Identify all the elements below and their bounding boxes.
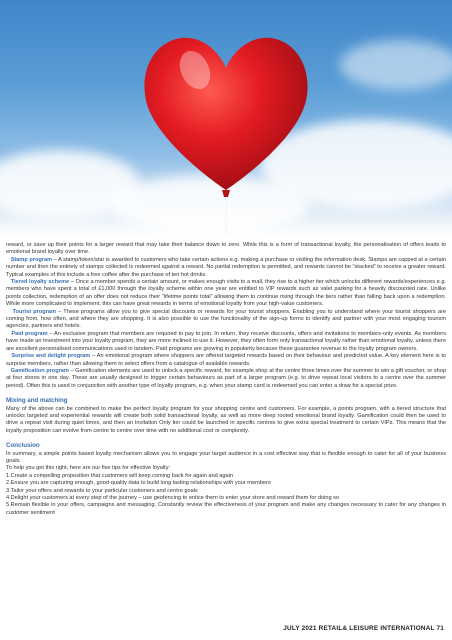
program-text: – Gamification elements are used to unlock a specific reward, for example shop at the centre three times over the summer to win a gift voucher, or shop at four stores in one day. These are usually designed to trigger certain behaviours as part of a larger program (e.g. to drive repeat local visitors to a centre over the summer period). Often this is used in conjunction with another type of loyalty program, e.g. when your stamp card is redeemed you can enter a draw for a special prize. bbox=[6, 367, 446, 389]
program-paragraph bbox=[6, 257, 446, 279]
program-text: – An exclusive program that members are required to pay to join. In return, they receive discounts, offers and invitations to members-only events. As members have made an investment into your loyalty program, they are more inclined to use it. However, they often form only transactional loyalty rather than emotional loyalty, unless there are excellent personalised communications used in tandem. Paid programs are growing in popularity because these guarantee revenue to the loyalty program owners. bbox=[6, 330, 446, 352]
page-footer: JULY 2021 RETAIL& LEISURE INTERNATIONAL 71 bbox=[283, 625, 444, 632]
tip-item: 1.Create a compelling proposition that customers will keep coming back for again and again bbox=[6, 472, 233, 479]
conclusion-paragraph: In summary, a simple points based loyalty mechanism allows you to engage your target audience in a cost effective way that is flexible enough to cater for all of your business goals. bbox=[6, 450, 446, 464]
program-paragraph bbox=[6, 279, 446, 309]
tip-item: 5.Remain flexible in your offers, campaigns and messaging. Constantly review the effectiveness of your program and make any changes necessary to cater for any changes in customer sentiment bbox=[6, 502, 446, 516]
program-text: – A stamp/token/star is awarded to customers who take certain actions e.g. making a purchase or visiting the information desk. Stamps are capped at a certain number and then the entirety of stamps collected is redeemed against a reward. No partial redemption is permitted, and rewards cannot be “stacked” to receive a greater reward. Typical examples of this include a free coffee after the purchase of ten hot drinks. bbox=[6, 256, 446, 278]
tip-item: 4.Delight your customers at every step of the journey – use geofencing to entice them to enter your store and reward them for doing so bbox=[6, 495, 340, 501]
program-name: Gamification program bbox=[10, 367, 69, 374]
mixing-paragraph: Many of the above can be combined to make the perfect loyalty program for your shopping centre and customers. For example, a points program, with a tiered structure that unlocks targeted and experiential rewards will create both solid transactional loyalty, as well as more deep rooted emotional brand loyalty. Gamification could then be used to drive a repeat visit during quiet times, and then an Invitation Only tier could be launched in specific centres to give extra special treatment to certain VIPs. This means that the loyalty proposition can evolve from centre to centre over time with no additional cost or complexity. bbox=[6, 405, 446, 434]
heart-balloon-icon bbox=[0, 0, 452, 236]
hero-image bbox=[0, 0, 452, 236]
intro-paragraph: reward, or save up their points for a larger reward that may take their balance down to zero. While this is a form of transactional loyalty, the personalisation of offers leads to emotional brand loyalty over time. bbox=[6, 242, 446, 256]
tips-intro: To help you get this right, here are our five tips for effective loyalty: bbox=[6, 465, 171, 472]
tip-item: 3.Tailor your offers and rewards to your particular customers and centre goals bbox=[6, 487, 198, 494]
program-name: Stamp program bbox=[10, 256, 53, 263]
article-body bbox=[6, 242, 446, 517]
section-heading: Mixing and matching bbox=[6, 397, 68, 405]
program-text: – An emotional program where shoppers are offered targeted rewards based on their behaviour and predicted value. A key element here is to surprise members, rather than allowing them to select offers from a catalogue of available rewards. bbox=[6, 353, 446, 367]
program-name: Tiered loyalty scheme bbox=[10, 279, 70, 286]
program-paragraph bbox=[6, 309, 446, 331]
program-name: Tourist program bbox=[12, 308, 56, 315]
program-text: – Once a member spends a certain amount, or makes enough visits to a mall, they rise to a higher tier which unlocks different rewards/experiences e.g. members who have spent a total of £1,000 through the loyalty scheme within one year are entitled to VIP rewards such as valet parking for a heavily discounted rate. Unlike points collection, redemption of an offer does not reduce their “lifetime points total” allowing them to continue rising through the tiers rather than falling back upon a redemption. While more complicated to implement, this can have great rewards in terms of emotional loyalty from your high-value customers. bbox=[6, 279, 446, 308]
program-name: Paid program bbox=[11, 330, 48, 337]
section-heading: Conclusion bbox=[6, 442, 40, 450]
program-name: Surprise and delight program bbox=[11, 353, 91, 360]
program-text: – These programs allow you to give special discounts or rewards for your tourist shoppers. Enabling you to understand where your tourist shoppers are coming from, how often, and where they are shopping. It is also possible to use the functionality of the sign-up forms to identify and partner with your most engaging tourism agencies, partners and hotels. bbox=[6, 308, 446, 330]
tips-list bbox=[6, 473, 446, 517]
tip-item: 2.Ensure you are capturing enough, good-quality data to build long lasting relationships with your members bbox=[6, 480, 271, 487]
program-paragraph bbox=[6, 368, 446, 390]
program-paragraph bbox=[6, 353, 446, 368]
program-paragraph bbox=[6, 331, 446, 353]
